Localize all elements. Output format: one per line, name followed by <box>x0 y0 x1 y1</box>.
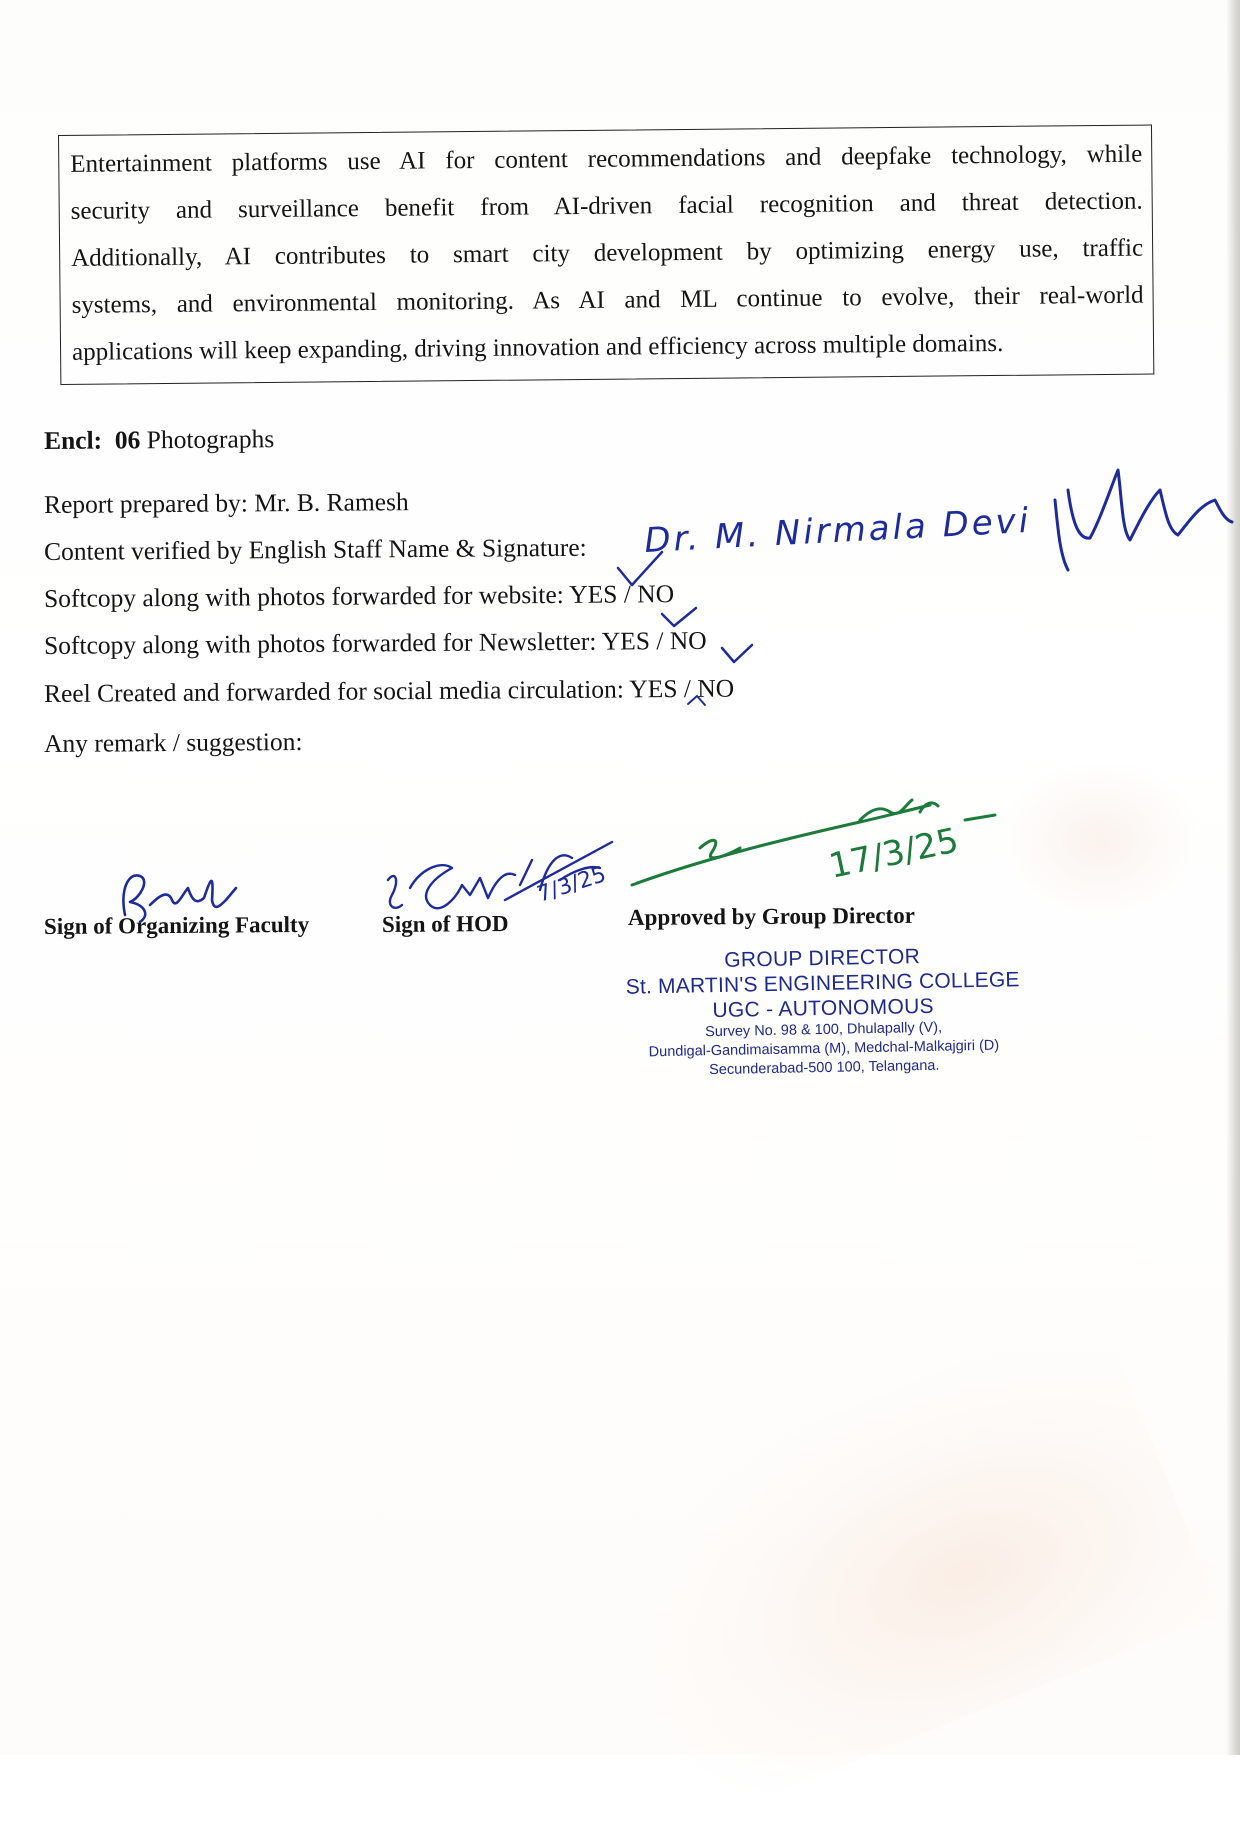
stamp-line: Survey No. 98 & 100, Dhulapally (V), <box>704 1019 943 1041</box>
hod-signature-date: 7/3/25 <box>534 862 610 908</box>
verifier-handwritten-name: Dr. M. Nirmala Devi <box>643 500 1033 561</box>
paper-stain <box>1000 760 1200 920</box>
enclosure-label: Encl: <box>43 425 103 455</box>
summary-paragraph-box <box>58 124 1154 384</box>
approved-by-group-director-label: Approved by Group Director <box>627 902 915 930</box>
reel-label: Reel Created and forwarded for social media circulation: <box>43 674 624 708</box>
stamp-line: Dundigal-Gandimaisamma (M), Medchal-Malkajgiri (D) <box>648 1037 1000 1061</box>
website-label: Softcopy along with photos forwarded for website: <box>43 579 564 613</box>
reel-options: YES / NO <box>629 673 735 704</box>
page-edge-shadow <box>1226 0 1240 1755</box>
stamp-line: GROUP DIRECTOR <box>724 945 921 972</box>
paragraph-line: Entertainment platforms use AI for content recommendations and deepfake technology, while <box>70 140 1143 178</box>
stamp-line: UGC - AUTONOMOUS <box>712 994 935 1023</box>
paragraph-line: applications will keep expanding, driving innovation and efficiency across multiple domains. <box>71 329 1004 366</box>
paragraph-line: security and surveillance benefit from AI-driven facial recognition and threat detection. <box>70 187 1143 225</box>
newsletter-line <box>44 626 707 661</box>
newsletter-options: YES / NO <box>601 625 707 656</box>
stamp-line: St. MARTIN'S ENGINEERING COLLEGE <box>625 968 1020 999</box>
sign-organizing-faculty-label: Sign of Organizing Faculty <box>43 911 310 939</box>
enclosure-line <box>44 424 274 456</box>
enclosure-text: Photographs <box>146 424 275 455</box>
newsletter-label: Softcopy along with photos forwarded for Newsletter: <box>43 626 597 660</box>
reel-line <box>44 674 734 709</box>
website-line <box>44 579 674 614</box>
sign-hod-label: Sign of HOD <box>381 911 509 937</box>
remark-label: Any remark / suggestion: <box>43 726 303 758</box>
checkmark-icon <box>662 608 696 626</box>
enclosure-count: 06 <box>114 425 141 455</box>
content-verified-label: Content verified by English Staff Name & Signature: <box>43 532 587 566</box>
verifier-signature <box>1055 470 1232 570</box>
director-signature <box>632 800 995 885</box>
report-prepared-by: Report prepared by: Mr. B. Ramesh <box>43 487 409 519</box>
paragraph-line: systems, and environmental monitoring. As AI and ML continue to evolve, their real-world <box>71 281 1144 319</box>
checkmark-icon <box>722 645 752 662</box>
stamp-line: Secunderabad-500 100, Telangana. <box>708 1057 940 1079</box>
hod-signature <box>388 842 612 908</box>
group-director-stamp <box>612 942 1034 1082</box>
paragraph-line: Additionally, AI contributes to smart city development by optimizing energy use, traffic <box>71 234 1144 272</box>
website-options: YES / NO <box>569 579 675 609</box>
director-handwritten-date: 17/3/25 <box>825 820 963 887</box>
paper-stain <box>579 1307 1222 1823</box>
